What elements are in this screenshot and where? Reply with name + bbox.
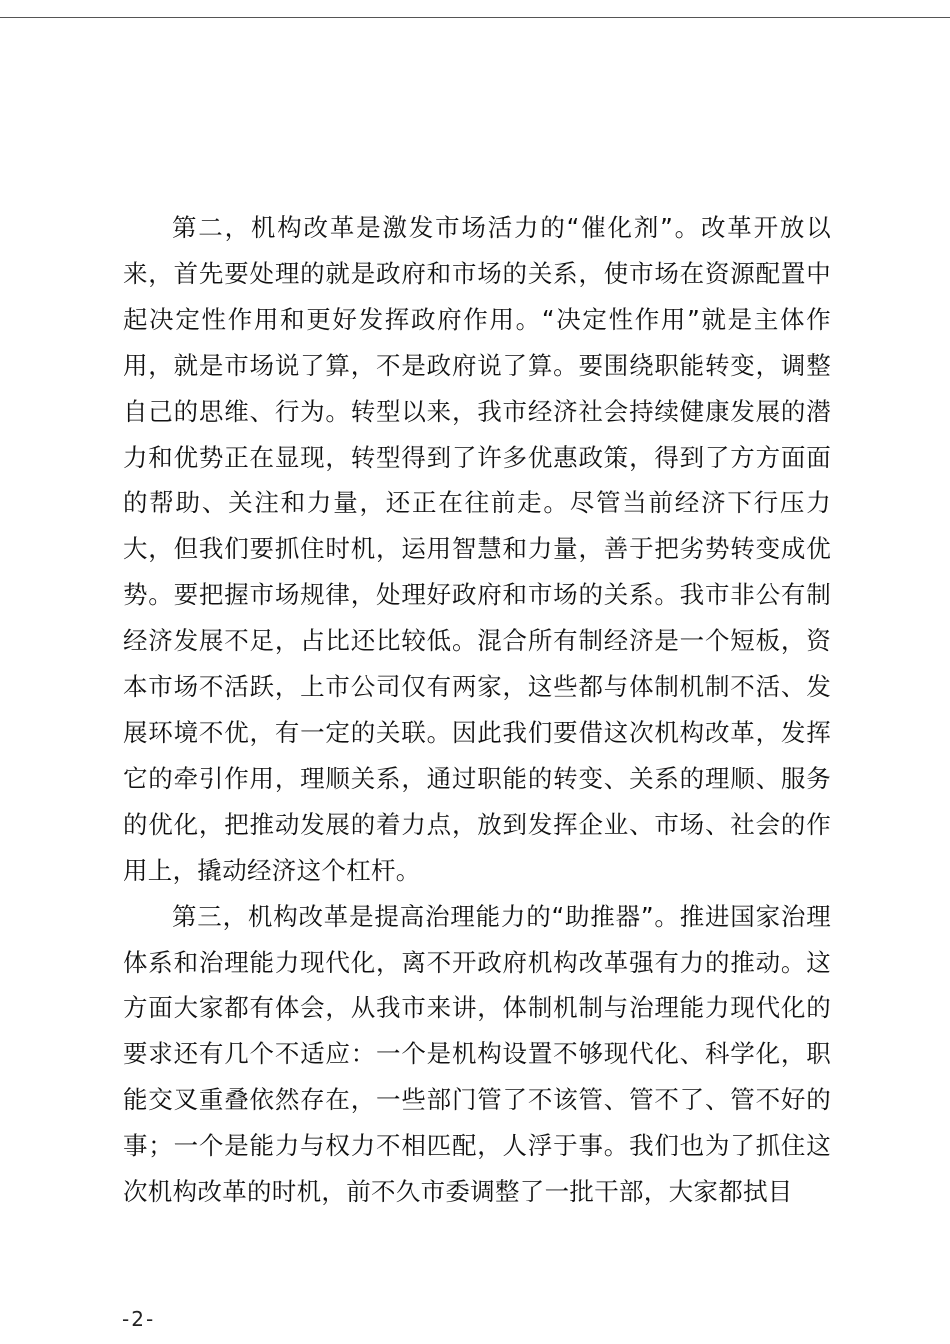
header-rule [0, 17, 950, 18]
document-body [123, 205, 831, 1215]
paragraph-third-point: 第三，机构改革是提高治理能力的“助推器”。推进国家治理体系和治理能力现代化，离不开政府机构改革强有力的推动。这方面大家都有体会，从我市来讲，体制机制与治理能力现代化的要求还有几个不适应：一个是机构设置不够现代化、科学化，职能交叉重叠依然存在，一些部门管了不该管、管不了、管不好的事；一个是能力与权力不相匹配，人浮于事。我们也为了抓住这次机构改革的时机，前不久市委调整了一批干部，大家都拭目 [123, 901, 831, 1207]
page-number: -2- [122, 1307, 156, 1331]
paragraph-second-point: 第二，机构改革是激发市场活力的“催化剂”。改革开放以来，首先要处理的就是政府和市场的关系，使市场在资源配置中起决定性作用和更好发挥政府作用。“决定性作用”就是主体作用，就是市场说了算，不是政府说了算。要围绕职能转变，调整自己的思维、行为。转型以来，我市经济社会持续健康发展的潜力和优势正在显现，转型得到了许多优惠政策，得到了方方面面的帮助、关注和力量，还正在往前走。尽管当前经济下行压力大，但我们要抓住时机，运用智慧和力量，善于把劣势转变成优势。要把握市场规律，处理好政府和市场的关系。我市非公有制经济发展不足，占比还比较低。混合所有制经济是一个短板，资本市场不活跃，上市公司仅有两家，这些都与体制机制不活、发展环境不优，有一定的关联。因此我们要借这次机构改革，发挥它的牵引作用，理顺关系，通过职能的转变、关系的理顺、服务的优化，把推动发展的着力点，放到发挥企业、市场、社会的作用上，撬动经济这个杠杆。 [123, 213, 831, 885]
